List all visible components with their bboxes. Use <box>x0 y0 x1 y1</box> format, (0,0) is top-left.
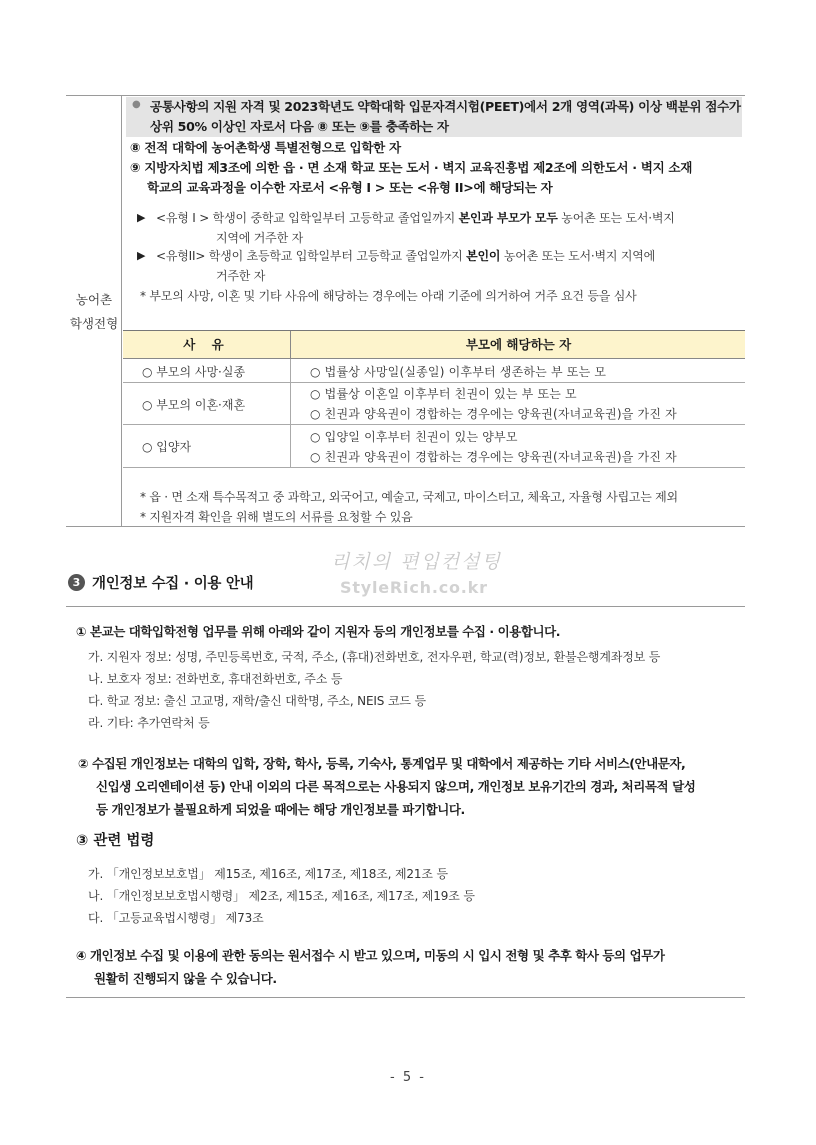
reason-table-header <box>123 331 745 359</box>
table-row <box>123 359 745 383</box>
reason-cell <box>123 425 291 467</box>
reason-text: ○ 입양자 <box>142 440 192 454</box>
type-2-line2: 거주한 자 <box>216 269 266 283</box>
privacy-item-4-line: ④ 개인정보 수집 및 이용에 관한 동의는 원서접수 시 받고 있으며, 미동의 시 입시 전형 및 추후 학사 등의 업무가 <box>76 948 665 963</box>
header-parent: 부모에 해당하는 자 <box>465 337 572 352</box>
parent-item: ○ 입양일 이후부터 친권이 있는 양부모 <box>310 430 518 444</box>
section-divider-bottom <box>66 997 745 998</box>
type-1-line2: 지역에 거주한 자 <box>216 231 303 245</box>
parent-item: ○ 친권과 양육권이 경합하는 경우에는 양육권(자녀교육권)을 가진 자 <box>310 407 677 421</box>
common-requirement-text: 공통사항의 지원 자격 및 2023학년도 약학대학 입문자격시험(PEET)에서 2개 영역(과목) 이상 백분위 점수가 상위 50% 이상인 자로서 다음 ⑧ 또는 ⑨를 충족하는 자 <box>150 99 741 134</box>
privacy-item-2-line: 등 개인정보가 불필요하게 되었을 때에는 해당 개인정보를 파기합니다. <box>96 802 465 817</box>
law-item: 나. 「개인정보보호법시행령」 제2조, 제15조, 제16조, 제17조, 제19조 등 <box>88 889 475 903</box>
reason-cell <box>123 383 291 424</box>
parent-item: ○ 친권과 양육권이 경합하는 경우에는 양육권(자녀교육권)을 가진 자 <box>310 450 677 464</box>
section-number-icon: 3 <box>68 574 85 591</box>
privacy-item-2-line: 신입생 오리엔테이션 등) 안내 이외의 다른 목적으로는 사용되지 않으며, 개인정보 보유기간의 경과, 처리목적 달성 <box>96 779 696 794</box>
type-2-text-b: 농어촌 또는 도서·벽지 지역에 <box>500 249 656 263</box>
privacy-item-1-sub: 나. 보호자 정보: 전화번호, 휴대전화번호, 주소 등 <box>88 672 343 686</box>
privacy-item-2 <box>78 752 695 821</box>
parent-note: * 부모의 사망, 이혼 및 기타 사유에 해당하는 경우에는 아래 기준에 의거하여 거주 요건 등을 심사 <box>140 289 637 303</box>
type-2-emphasis: 본인이 <box>466 249 501 263</box>
category-label: 농어촌 학생전형 <box>69 292 119 331</box>
parent-cell <box>292 359 745 382</box>
reason-text: ○ 부모의 사망·실종 <box>142 365 246 379</box>
type-1-label: <유형 I > <box>156 211 210 225</box>
privacy-item-2-line: ② 수집된 개인정보는 대학의 입학, 장학, 학사, 등록, 기숙사, 통계업무 및 대학에서 제공하는 기타 서비스(안내문자, <box>78 756 686 771</box>
privacy-item-1-sub: 가. 지원자 정보: 성명, 주민등록번호, 국적, 주소, (휴대)전화번호, 전자우편, 학교(력)정보, 환불은행계좌정보 등 <box>88 650 661 664</box>
privacy-item-1-heading: ① 본교는 대학입학전형 업무를 위해 아래와 같이 지원자 등의 개인정보를 수집 · 이용합니다. <box>76 624 561 639</box>
reason-cell <box>123 359 291 382</box>
parent-cell <box>292 383 745 424</box>
section-title: 개인정보 수집 · 이용 안내 <box>92 576 254 592</box>
criteria-8: ⑧ 전적 대학에 농어촌학생 특별전형으로 입학한 자 <box>130 140 401 155</box>
criteria-content <box>123 96 745 526</box>
watermark-url: StyleRich.co.kr <box>340 578 488 597</box>
category-column <box>66 96 122 526</box>
criteria-9-line2: 학교의 교육과정을 이수한 자로서 <유형 I > 또는 <유형 II>에 해당되는 자 <box>147 180 553 195</box>
parent-cell <box>292 425 745 467</box>
criteria-9 <box>130 158 738 198</box>
triangle-arrow-icon: ▶ <box>137 249 146 262</box>
type-1-text-a: 학생이 중학교 입학일부터 고등학교 졸업일까지 <box>209 211 459 225</box>
law-item: 다. 「고등교육법시행령」 제73조 <box>88 911 264 925</box>
footnote-documents: * 지원자격 확인을 위해 별도의 서류를 요청할 수 있음 <box>140 510 413 524</box>
privacy-item-4-line: 원활히 진행되지 않을 수 있습니다. <box>94 971 277 986</box>
admission-criteria-table <box>66 95 745 527</box>
triangle-arrow-icon: ▶ <box>137 211 146 224</box>
footnote-exclusion: * 읍 · 면 소재 특수목적고 중 과학고, 외국어고, 예술고, 국제고, 마이스터고, 체육고, 자율형 사립고는 제외 <box>140 490 678 504</box>
privacy-item-1-sub: 다. 학교 정보: 출신 고교명, 재학/출신 대학명, 주소, NEIS 코드 등 <box>88 694 426 708</box>
common-requirement-box <box>126 97 742 137</box>
watermark-korean: 리치의 편입컨설팅 <box>331 551 502 573</box>
type-1-text-b: 농어촌 또는 도서·벽지 <box>557 211 675 225</box>
type-2-line1 <box>156 246 655 266</box>
header-reason: 사 유 <box>123 331 291 359</box>
criteria-9-line1: ⑨ 지방자치법 제3조에 의한 읍 · 면 소재 학교 또는 도서 · 벽지 교육진흥법 제2조에 의한도서 · 벽지 소재 <box>130 160 693 175</box>
type-1-line1 <box>156 208 675 228</box>
parent-item: ○ 법률상 이혼일 이후부터 친권이 있는 부 또는 모 <box>310 387 577 401</box>
page-number: - 5 - <box>390 1070 426 1085</box>
privacy-item-4 <box>76 944 664 990</box>
bullet-icon: ● <box>132 99 141 110</box>
parent-item: ○ 법률상 사망일(실종일) 이후부터 생존하는 부 또는 모 <box>310 365 607 379</box>
type-2-label: <유형II> <box>156 249 206 263</box>
privacy-item-1-sub: 라. 기타: 추가연락처 등 <box>88 716 210 730</box>
type-2-text-a: 학생이 초등학교 입학일부터 고등학교 졸업일까지 <box>205 249 467 263</box>
section-divider-top <box>66 606 745 607</box>
table-row <box>123 425 745 468</box>
reason-table <box>123 330 745 467</box>
law-item: 가. 「개인정보보호법」 제15조, 제16조, 제17조, 제18조, 제21조 등 <box>88 867 448 881</box>
privacy-item-3-heading: ③ 관련 법령 <box>76 833 155 849</box>
type-1-emphasis: 본인과 부모가 모두 <box>458 211 558 225</box>
table-row <box>123 383 745 425</box>
reason-text: ○ 부모의 이혼·재혼 <box>142 398 246 412</box>
